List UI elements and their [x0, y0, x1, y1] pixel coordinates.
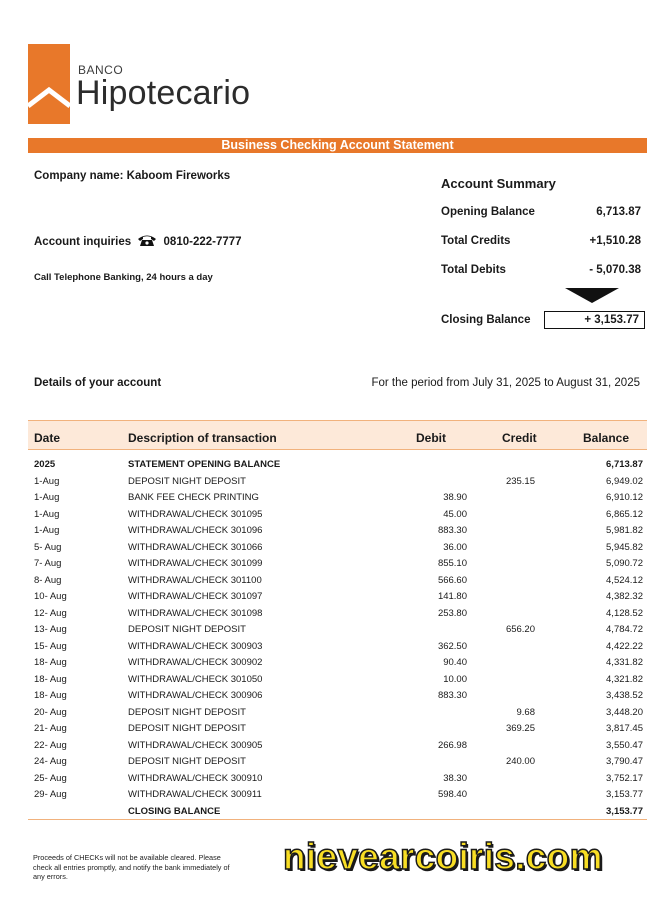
row-credit: 235.15: [505, 475, 535, 487]
row-balance: 5,090.72: [606, 558, 643, 569]
row-balance: 5,981.82: [606, 525, 643, 536]
row-date: 7- Aug: [34, 558, 62, 569]
table-row: [28, 688, 647, 705]
row-date: 20- Aug: [34, 706, 67, 718]
telephone-icon: [137, 234, 157, 250]
table-row: [28, 787, 647, 804]
closing-balance-label: Closing Balance: [441, 314, 531, 326]
row-balance: 4,128.52: [606, 607, 643, 619]
total-debits-value: - 5,070.38: [589, 264, 641, 276]
header-balance: Balance: [583, 431, 630, 445]
account-inquiries: [34, 234, 242, 250]
row-date: 24- Aug: [34, 756, 67, 767]
row-debit: 45.00: [443, 508, 467, 520]
row-description: WITHDRAWAL/CHECK 300903: [128, 640, 263, 652]
row-description: WITHDRAWAL/CHECK 301066: [128, 541, 263, 553]
table-row: [28, 771, 647, 788]
bank-logo-name: Hipotecario: [76, 74, 251, 112]
table-row: [28, 705, 647, 722]
table-bottom-rule: [28, 819, 647, 820]
row-date: 13- Aug: [34, 624, 67, 635]
bank-logo-mark: [28, 44, 70, 124]
row-balance: 4,331.82: [606, 657, 643, 668]
row-balance: 3,448.20: [606, 706, 643, 718]
row-debit: 36.00: [443, 541, 467, 553]
row-description: CLOSING BALANCE: [128, 805, 221, 817]
row-date: 15- Aug: [34, 640, 67, 652]
row-date: 22- Aug: [34, 739, 67, 751]
statement-title-banner: Business Checking Account Statement: [28, 138, 647, 153]
table-row: [28, 639, 647, 656]
row-balance: 3,438.52: [606, 690, 643, 701]
row-date: 21- Aug: [34, 723, 67, 734]
row-credit: 369.25: [505, 723, 535, 734]
table-row: [28, 474, 647, 491]
row-description: WITHDRAWAL/CHECK 300910: [128, 772, 263, 784]
row-balance: 3,752.17: [606, 772, 643, 784]
bank-logo-small-text: BANCO: [78, 63, 124, 77]
row-balance: 4,382.32: [606, 591, 643, 602]
opening-balance-label: Opening Balance: [441, 206, 535, 218]
row-description: DEPOSIT NIGHT DEPOSIT: [128, 624, 246, 635]
row-balance: 3,153.77: [606, 789, 643, 800]
row-date: 29- Aug: [34, 789, 67, 800]
row-balance: 6,949.02: [606, 475, 643, 487]
row-description: WITHDRAWAL/CHECK 300906: [128, 690, 263, 701]
table-row: [28, 738, 647, 755]
row-debit: 10.00: [443, 673, 467, 685]
opening-balance-value: 6,713.87: [596, 206, 641, 218]
row-debit: 90.40: [443, 657, 467, 668]
header-date: Date: [34, 431, 61, 445]
row-date: 1-Aug: [34, 525, 60, 536]
row-balance: 6,713.87: [606, 459, 643, 470]
row-debit: 855.10: [437, 558, 467, 569]
row-description: WITHDRAWAL/CHECK 301095: [128, 508, 263, 520]
row-date: 8- Aug: [34, 574, 62, 586]
statement-period: For the period from July 31, 2025 to August 31, 2025: [371, 377, 640, 389]
company-name: Company name: Kaboom Fireworks: [34, 170, 231, 182]
row-date: 18- Aug: [34, 657, 67, 668]
table-row: [28, 507, 647, 524]
account-summary-title: Account Summary: [441, 176, 556, 191]
row-date: 18- Aug: [34, 673, 67, 685]
table-row: [28, 589, 647, 606]
row-description: DEPOSIT NIGHT DEPOSIT: [128, 756, 246, 767]
row-date: 12- Aug: [34, 607, 67, 619]
table-row: [28, 457, 647, 474]
row-balance: 3,153.77: [606, 805, 643, 817]
row-description: WITHDRAWAL/CHECK 301100: [128, 574, 262, 586]
table-row: [28, 622, 647, 639]
row-description: WITHDRAWAL/CHECK 301096: [128, 525, 263, 536]
row-debit: 253.80: [437, 607, 467, 619]
total-credits-value: +1,510.28: [589, 235, 641, 247]
row-date: 10- Aug: [34, 591, 67, 602]
row-balance: 6,910.12: [606, 492, 643, 503]
header-description: Description of transaction: [128, 431, 277, 445]
phone-number: 0810-222-7777: [163, 236, 242, 248]
row-debit: 598.40: [437, 789, 467, 800]
table-row: [28, 672, 647, 689]
row-balance: 4,321.82: [606, 673, 643, 685]
total-credits-label: Total Credits: [441, 235, 511, 247]
row-debit: 362.50: [437, 640, 467, 652]
closing-balance-value: + 3,153.77: [544, 311, 645, 329]
row-description: STATEMENT OPENING BALANCE: [128, 459, 281, 470]
row-debit: 883.30: [437, 525, 467, 536]
row-description: DEPOSIT NIGHT DEPOSIT: [128, 475, 246, 487]
row-description: WITHDRAWAL/CHECK 301097: [128, 591, 263, 602]
row-balance: 6,865.12: [606, 508, 643, 520]
row-date: 1-Aug: [34, 492, 60, 503]
table-row: [28, 540, 647, 557]
table-row: [28, 754, 647, 771]
row-description: BANK FEE CHECK PRINTING: [128, 492, 259, 503]
table-row: [28, 523, 647, 540]
inquiries-label: Account inquiries: [34, 236, 132, 248]
table-row: [28, 556, 647, 573]
arrow-down-icon: [565, 288, 619, 303]
row-description: WITHDRAWAL/CHECK 300905: [128, 739, 263, 751]
telephone-banking-note: Call Telephone Banking, 24 hours a day: [34, 272, 213, 283]
total-debits-label: Total Debits: [441, 264, 506, 276]
row-credit: 656.20: [505, 624, 535, 635]
row-date: 2025: [34, 459, 56, 470]
row-balance: 3,790.47: [606, 756, 643, 767]
watermark-text: nievearcoiris.com: [283, 836, 603, 877]
table-row: [28, 490, 647, 507]
row-date: 1-Aug: [34, 508, 60, 520]
table-row: [28, 606, 647, 623]
row-debit: 38.90: [443, 492, 467, 503]
row-description: WITHDRAWAL/CHECK 301098: [128, 607, 263, 619]
row-debit: 141.80: [437, 591, 467, 602]
row-description: WITHDRAWAL/CHECK 300911: [128, 789, 262, 800]
row-balance: 5,945.82: [606, 541, 643, 553]
table-row: [28, 804, 647, 821]
table-row: [28, 721, 647, 738]
row-description: WITHDRAWAL/CHECK 301099: [128, 558, 263, 569]
header-debit: Debit: [416, 431, 446, 445]
table-row: [28, 573, 647, 590]
transactions-table-header: [28, 420, 647, 450]
row-date: 18- Aug: [34, 690, 67, 701]
row-balance: 4,524.12: [606, 574, 643, 586]
transactions-table-body: [28, 457, 647, 820]
row-debit: 38.30: [443, 772, 467, 784]
row-balance: 4,784.72: [606, 624, 643, 635]
row-balance: 3,550.47: [606, 739, 643, 751]
table-row: [28, 655, 647, 672]
row-description: DEPOSIT NIGHT DEPOSIT: [128, 723, 246, 734]
row-balance: 3,817.45: [606, 723, 643, 734]
row-balance: 4,422.22: [606, 640, 643, 652]
header-credit: Credit: [502, 431, 537, 445]
row-date: 25- Aug: [34, 772, 67, 784]
row-description: WITHDRAWAL/CHECK 300902: [128, 657, 263, 668]
row-credit: 240.00: [505, 756, 535, 767]
row-date: 1-Aug: [34, 475, 60, 487]
row-description: WITHDRAWAL/CHECK 301050: [128, 673, 263, 685]
details-title: Details of your account: [34, 377, 162, 389]
row-description: DEPOSIT NIGHT DEPOSIT: [128, 706, 246, 718]
row-debit: 883.30: [437, 690, 467, 701]
row-debit: 566.60: [437, 574, 467, 586]
footer-note: Proceeds of CHECKs will not be available cleared. Please check all entries promptly, and notify the bank immediately of any errors.: [33, 853, 230, 881]
row-credit: 9.68: [516, 706, 535, 718]
row-date: 5- Aug: [34, 541, 62, 553]
row-debit: 266.98: [437, 739, 467, 751]
